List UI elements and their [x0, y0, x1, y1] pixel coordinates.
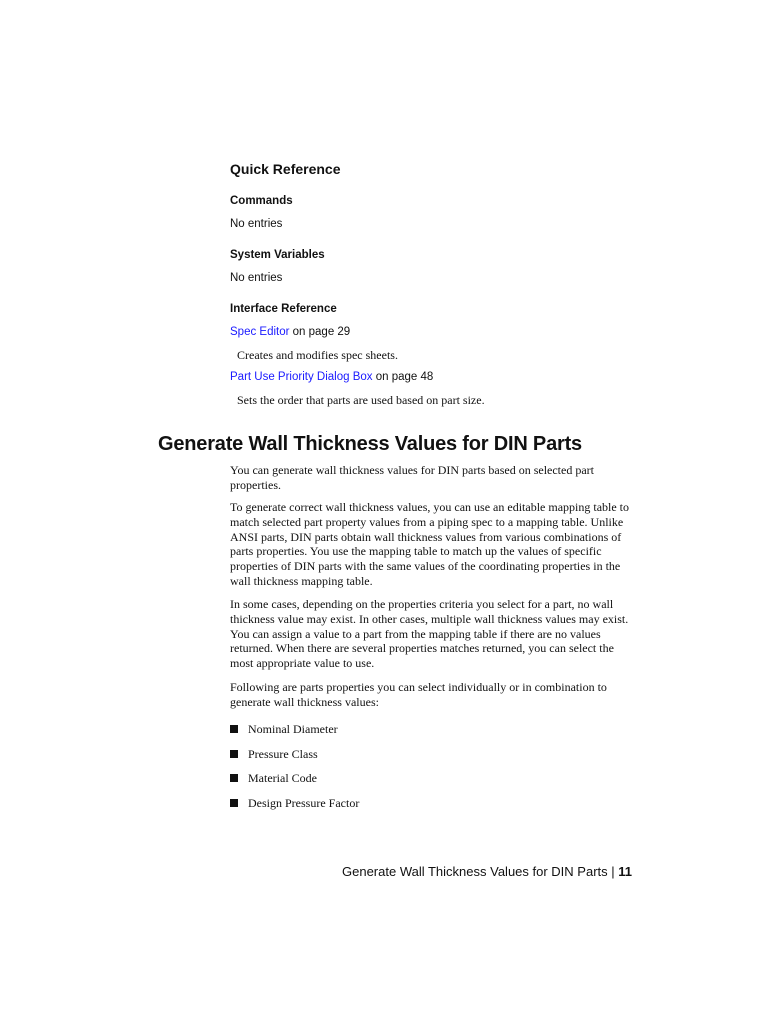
spec-editor-link[interactable]: Spec Editor [230, 326, 290, 338]
footer-title: Generate Wall Thickness Values for DIN Parts [342, 864, 608, 879]
interface-item [230, 326, 350, 338]
page-number: 11 [618, 864, 632, 879]
page-footer [342, 864, 632, 879]
section-body [230, 680, 635, 710]
interface-item [230, 371, 433, 383]
section-body [230, 597, 635, 671]
properties-list [230, 717, 359, 815]
section-title: Generate Wall Thickness Values for DIN Parts [158, 433, 582, 455]
paragraph: To generate correct wall thickness values, you can use an editable mapping table to match selected part property values from a piping spec to a mapping table. Unlike ANSI parts, DIN parts obtain wall thickness values from various combinations of parts properties. You use the mapping table to match up the values of specific properties of DIN parts with the same values of the coordinating properties in the wall thickness mapping table. [230, 500, 630, 588]
paragraph: Following are parts properties you can select individually or in combination to generate wall thickness values: [230, 680, 607, 709]
bullet-square-icon [230, 750, 238, 758]
bullet-square-icon [230, 774, 238, 782]
paragraph: In some cases, depending on the properties criteria you select for a part, no wall thickness value may exist. In other cases, multiple wall thickness values may exist. You can assign a value to a part from the mapping table if there are no values returned. When there are several properties matches returned, you can select the most appropriate value to use. [230, 597, 629, 671]
page-ref: on page 48 [372, 371, 434, 383]
system-variables-heading: System Variables [230, 249, 325, 261]
list-item: Design Pressure Factor [230, 791, 359, 816]
section-body [230, 500, 635, 589]
interface-item-description: Creates and modifies spec sheets. [237, 348, 398, 362]
list-item: Pressure Class [230, 742, 359, 767]
system-variables-value: No entries [230, 272, 283, 284]
quick-reference-title: Quick Reference [230, 161, 341, 177]
page-ref: on page 29 [289, 326, 351, 338]
interface-item-description: Sets the order that parts are used based on part size. [237, 393, 485, 407]
commands-value: No entries [230, 218, 283, 230]
paragraph: You can generate wall thickness values for DIN parts based on selected part properties. [230, 463, 594, 492]
section-body [230, 463, 635, 493]
commands-heading: Commands [230, 195, 293, 207]
list-item: Material Code [230, 766, 359, 791]
list-item: Nominal Diameter [230, 717, 359, 742]
part-use-priority-link[interactable]: Part Use Priority Dialog Box [230, 371, 373, 383]
interface-reference-heading: Interface Reference [230, 303, 337, 315]
bullet-square-icon [230, 725, 238, 733]
footer-separator: | [607, 864, 619, 879]
bullet-square-icon [230, 799, 238, 807]
